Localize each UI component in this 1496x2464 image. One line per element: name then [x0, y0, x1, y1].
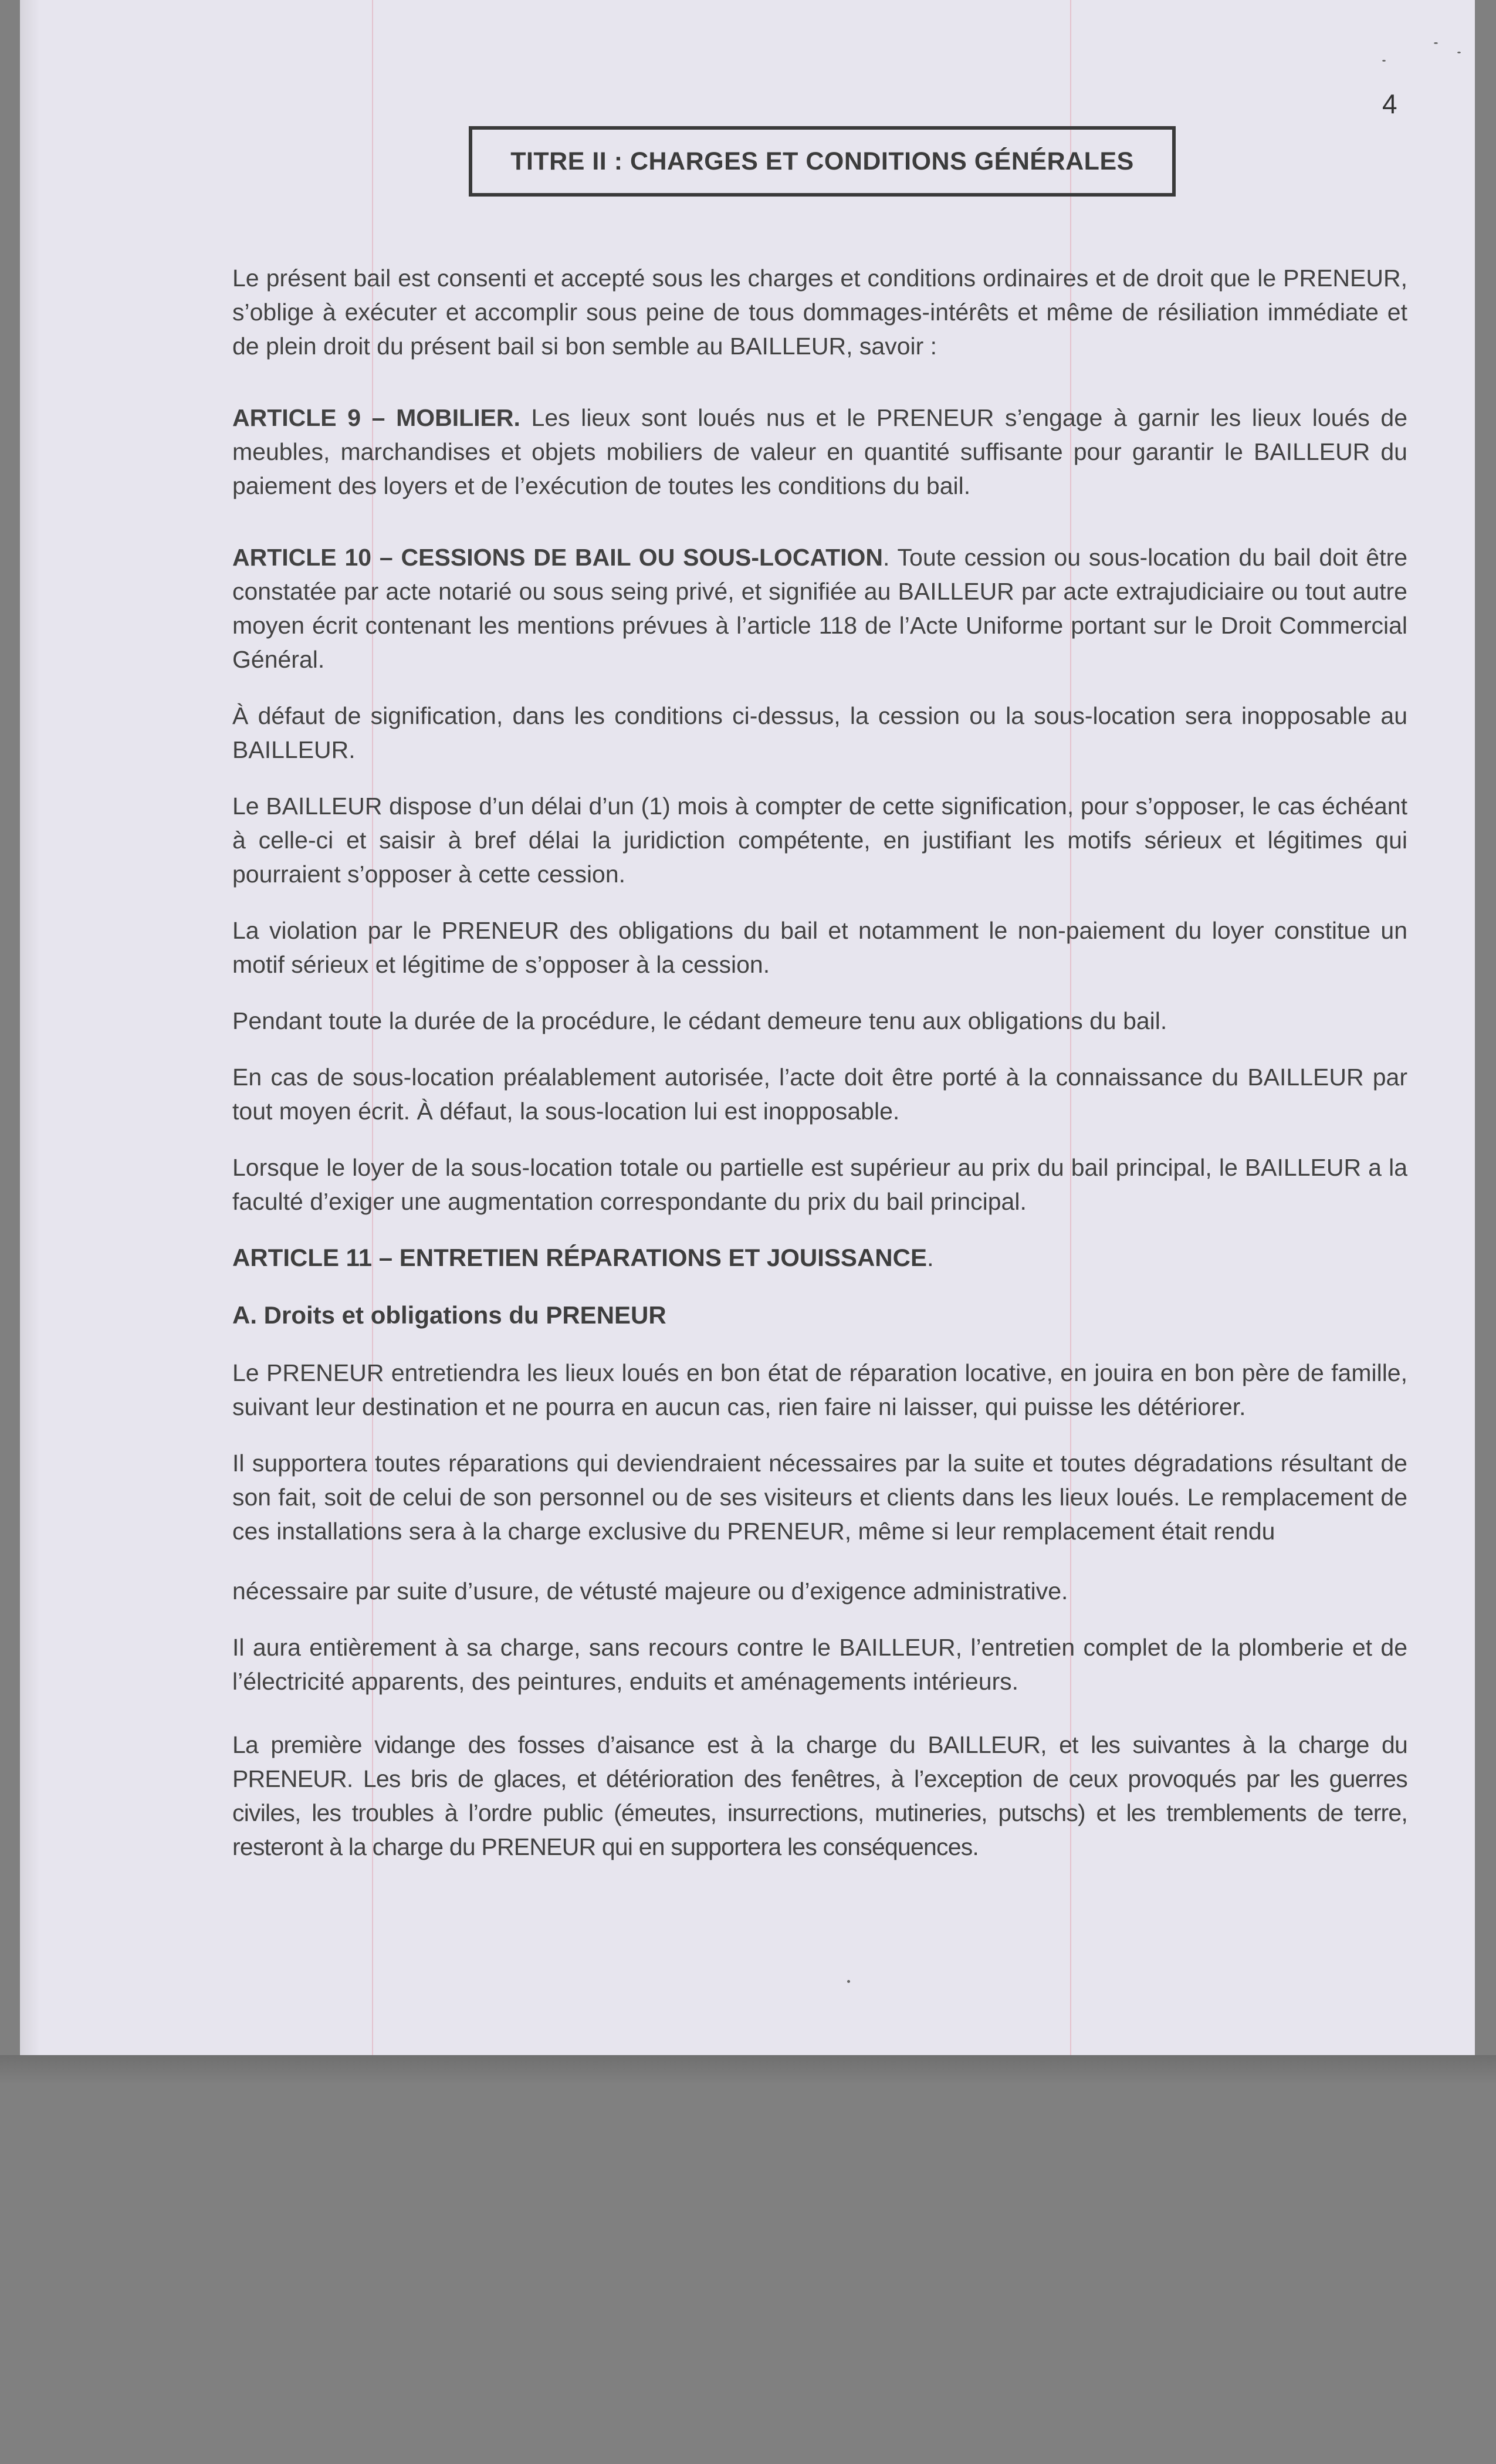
article-10-paragraph-3: Le BAILLEUR dispose d’un délai d’un (1) mois à compter de cette signification, pour s’opposer, le cas échéant à celle-ci et saisir à bref délai la juridiction compétente, en justifiant les motifs sérieux et légitimes qui pourraient s’opposer à cette cession. [232, 793, 1407, 888]
article-10-heading: ARTICLE 10 – CESSIONS DE BAIL OU SOUS-LOCATION [232, 544, 884, 571]
scanner-background [0, 2055, 1496, 2084]
article-11-subheading: A. Droits et obligations du PRENEUR [232, 1301, 666, 1329]
article-11-heading [232, 1241, 1407, 1275]
document-page [20, 0, 1475, 2055]
article-11-paragraph-1: Le PRENEUR entretiendra les lieux loués en bon état de réparation locative, en jouira en bon père de famille, suivant leur destination et ne pourra en aucun cas, rien faire ni laisser, qui puisse les détériorer. [232, 1359, 1407, 1420]
article-11-heading-suffix: . [926, 1244, 934, 1271]
article-9-heading: ARTICLE 9 – MOBILIER. [232, 404, 520, 431]
article-10-text: . Toute cession ou sous-location du bail doit être constatée par acte notarié ou sous seing privé, et signifiée au BAILLEUR par acte extrajudiciaire ou tout autre moyen écrit contenant les mentions prévues à l’article 118 de l’Acte Uniforme portant sur le Droit Commercial Général. [232, 544, 1408, 673]
article-11-paragraph-2: Il supportera toutes réparations qui deviendraient nécessaires par la suite et toutes dégradations résultant de son fait, soit de celui de son personnel ou de ses visiteurs et clients dans les lieux loués. Le remplacement de ces installations sera à la charge exclusive du PRENEUR, même si leur remplacement était rendu [232, 1450, 1407, 1545]
document-body [232, 261, 1407, 1887]
article-11-heading-text: ARTICLE 11 – ENTRETIEN RÉPARATIONS ET JOUISSANCE [232, 1244, 927, 1271]
scan-speck [1457, 52, 1461, 53]
article-10-paragraph-2: À défaut de signification, dans les conditions ci-dessus, la cession ou la sous-location sera inopposable au BAILLEUR. [232, 702, 1407, 763]
scan-speck [1382, 60, 1386, 62]
page-title: TITRE II : CHARGES ET CONDITIONS GÉNÉRALES [469, 126, 1176, 197]
article-11-paragraph-4: Il aura entièrement à sa charge, sans recours contre le BAILLEUR, l’entretien complet de la plomberie et de l’électricité apparents, des peintures, enduits et aménagements intérieurs. [232, 1634, 1407, 1695]
article-10-paragraph-6: En cas de sous-location préalablement autorisée, l’acte doit être porté à la connaissance du BAILLEUR par tout moyen écrit. À défaut, la sous-location lui est inopposable. [232, 1064, 1407, 1125]
article-11-paragraph-5: La première vidange des fosses d’aisance est à la charge du BAILLEUR, et les suivantes à la charge du PRENEUR. Les bris de glaces, et détérioration des fenêtres, à l’exception de ceux provoqués par les guerres civiles, les troubles à l’ordre public (émeutes, insurrections, mutineries, putschs) et les tremblements de terre, resteront à la charge du PRENEUR qui en supportera les conséquences. [232, 1731, 1407, 1860]
scan-speck [1434, 42, 1438, 44]
article-9-text: Les lieux sont loués nus et le PRENEUR s’engage à garnir les lieux loués de meubles, marchandises et objets mobiliers de valeur en quantité suffisante pour garantir le BAILLEUR du paiement des loyers et de l’exécution de toutes les conditions du bail. [232, 404, 1407, 499]
page-number: 4 [1382, 89, 1397, 119]
article-11-paragraph-3: nécessaire par suite d’usure, de vétusté majeure ou d’exigence administrative. [232, 1578, 1068, 1605]
intro-paragraph: Le présent bail est consenti et accepté sous les charges et conditions ordinaires et de droit que le PRENEUR, s’oblige à exécuter et accomplir sous peine de tous dommages-intérêts et même de résiliation immédiate et de plein droit du présent bail si bon semble au BAILLEUR, savoir : [232, 265, 1407, 360]
article-10-paragraph-7: Lorsque le loyer de la sous-location totale ou partielle est supérieur au prix du bail principal, le BAILLEUR a la faculté d’exiger une augmentation correspondante du prix du bail principal. [232, 1154, 1407, 1215]
article-10-paragraph-5: Pendant toute la durée de la procédure, le cédant demeure tenu aux obligations du bail. [232, 1007, 1167, 1034]
article-9-paragraph [232, 401, 1407, 503]
article-10-paragraph [232, 540, 1407, 676]
article-10-paragraph-4: La violation par le PRENEUR des obligations du bail et notamment le non-paiement du loyer constitue un motif sérieux et légitime de s’opposer à la cession. [232, 917, 1407, 978]
scan-speck [847, 1980, 850, 1983]
